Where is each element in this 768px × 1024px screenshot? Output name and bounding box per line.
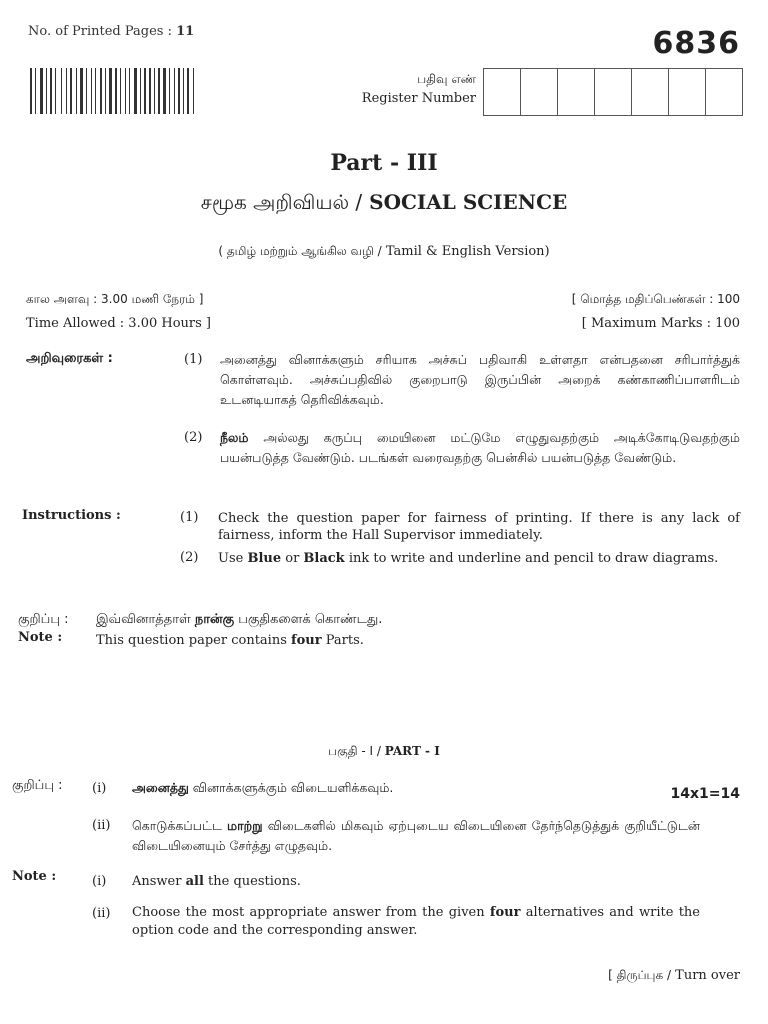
part1-note-english-label: Note : [12,869,57,884]
barcode-bar [44,68,45,114]
barcode-bar [181,68,182,114]
barcode-bar [93,68,94,114]
register-digit-box[interactable] [705,68,743,116]
note-tamil-label: குறிப்பு : [18,612,69,627]
instructions-tamil-label: அறிவுரைகள் : [26,351,113,366]
turn-over-english: Turn over [675,968,740,983]
barcode-bar [76,68,77,114]
instruction-tamil-1-num: (1) [184,352,203,367]
paper-code: 6836 [652,26,740,61]
register-number-boxes[interactable] [484,68,743,116]
barcode-bar [46,68,47,114]
barcode-bar [138,68,139,114]
barcode-bar [91,68,92,114]
barcode-bar [161,68,162,114]
note-tamil-bold: நான்கு [194,612,235,627]
barcode-bar [134,68,137,114]
barcode-bar [122,68,124,114]
register-label-tamil: பதிவு எண் [417,72,476,86]
barcode-bar [30,68,32,114]
part1-english-1-num: (i) [92,874,107,889]
barcode-bar [163,68,166,114]
part1-english-2-pre: Choose the most appropriate answer from the given [132,905,490,920]
barcode-bar [88,68,90,114]
barcode-bar [70,68,72,114]
note-tamil-post: பகுதிகளைக் கொண்டது. [234,612,383,627]
part1-english-1-text: the questions. [203,874,301,889]
barcode-bar [169,68,170,114]
part1-heading-english: PART - I [384,744,440,758]
part1-english-2-bold: four [489,905,521,920]
barcode-bar [55,68,56,114]
barcode-bar [187,68,189,114]
barcode-bar [178,68,180,114]
max-marks-english: [ Maximum Marks : 100 [581,316,740,331]
instruction-english-2-text: ink to write and underline and pencil to draw diagrams. [344,551,719,566]
note-english-pre: This question paper contains [96,633,291,648]
part1-note-tamil-label: குறிப்பு : [12,778,63,793]
register-label [300,70,476,108]
barcode-bar [115,68,117,114]
note-english-label: Note : [18,630,63,645]
barcode-bar [158,68,160,114]
barcode-bar [40,68,43,114]
barcode-bar [97,68,99,114]
instruction-tamil-2-num: (2) [184,430,203,445]
part1-tamil-2-bold: மாற்று [227,818,263,833]
part-title: Part - III [330,150,438,176]
barcode-bar [147,68,148,114]
subject-title-tamil: சமூக அறிவியல் / [200,190,363,214]
register-digit-box[interactable] [557,68,595,116]
printed-pages-value: 11 [176,24,195,39]
part1-english-2-num: (ii) [92,906,111,921]
barcode-bar [185,68,186,114]
part1-tamil-1-text: வினாக்களுக்கும் விடையளிக்கவும். [188,780,394,795]
time-allowed-english: Time Allowed : 3.00 Hours ] [26,316,212,331]
time-allowed-tamil: கால அளவு : 3.00 மணி நேரம் ] [26,292,204,306]
part1-english-1-pre: Answer [132,874,186,889]
barcode-bar [171,68,173,114]
max-marks-tamil: [ மொத்த மதிப்பெண்கள் : 100 [571,292,740,306]
printed-pages [28,24,194,39]
turn-over-tamil: [ திருப்புக / [608,968,672,982]
printed-pages-label: No. of Printed Pages : [28,24,172,39]
instruction-english-2 [218,550,740,567]
barcode-bar [167,68,168,114]
note-tamil-pre: இவ்வினாத்தாள் [96,612,195,627]
barcode-bar [156,68,157,114]
instruction-tamil-2-bold-blue: நீலம் [220,430,249,445]
barcode-bar [118,68,119,114]
note-english-text [96,633,364,648]
barcode-bar [154,68,155,114]
barcode-bar [80,68,83,114]
part1-marks: 14x1=14 [670,786,740,802]
register-label-english: Register Number [361,91,476,106]
barcode-bar [73,68,75,114]
part1-tamil-2-text: விடைகளில் மிகவும் ஏற்புடைய விடையினை தேர்ந்தெடுத்துக் குறியீட்டுடன் விடையினையும் சேர்த்து எழுதவும். [132,818,700,853]
barcode-bar [66,68,67,114]
register-digit-box[interactable] [594,68,632,116]
instruction-tamil-2 [220,428,740,468]
part1-english-2-text: alternatives and write the option code and the corresponding answer. [132,905,700,938]
part1-tamil-1 [132,780,393,797]
barcode-bar [95,68,96,114]
instruction-english-1: Check the question paper for fairness of printing. If there is any lack of fairness, inform the Hall Supervisor immediately. [218,511,740,543]
barcode-bar [127,68,128,114]
barcode-bar [105,68,106,114]
barcode-bar [174,68,175,114]
register-digit-box[interactable] [520,68,558,116]
barcode-bar [50,68,52,114]
version-tamil: ( தமிழ் மற்றும் ஆங்கில வழி / [218,244,382,258]
barcode-bar [120,68,121,114]
barcode-bar [103,68,104,114]
register-digit-box[interactable] [483,68,521,116]
instruction-tamil-1: அனைத்து வினாக்களும் சரியாக அச்சுப் பதிவாகி உள்ளதா என்பதனை சரிபார்த்துக் கொள்ளவும். அச்சுப்பதிவில் குறைபாடு இருப்பின் அறைக் கண்காணிப்பாளரிடம் உடனடியாகத் தெரிவிக்கவும். [220,352,740,407]
part1-tamil-2 [132,816,700,856]
barcode-bar [78,68,79,114]
barcode-bar [63,68,65,114]
barcode-bar [190,68,192,114]
barcode-bar [183,68,184,114]
barcode-bar [125,68,126,114]
barcode-bar [68,68,69,114]
barcode-bar [144,68,146,114]
part1-heading [0,744,768,760]
barcode-bar [33,68,34,114]
part1-tamil-2-pre: கொடுக்கப்பட்ட [132,818,228,833]
register-digit-box[interactable] [668,68,706,116]
barcode-bar [107,68,108,114]
subject-title [0,190,768,217]
barcode-bar [61,68,62,114]
barcode-bar [149,68,151,114]
barcode-bar [113,68,114,114]
part1-heading-tamil: பகுதி - I / [328,744,381,758]
part1-english-2 [132,904,700,940]
instruction-english-2-mid: or [281,551,304,566]
instruction-tamil-2-mid: அல்லது [248,430,324,445]
part1-english-1 [132,872,301,892]
part1-tamil-2-num: (ii) [92,818,111,833]
barcode-bar [37,68,39,114]
instruction-english-2-bold-black: Black [303,551,345,566]
barcode-bar [142,68,143,114]
barcode-bar [193,68,194,114]
instruction-english-2-pre: Use [218,551,248,566]
barcode-bar [84,68,85,114]
barcode-bar [35,68,36,114]
barcode-bar [140,68,141,114]
turn-over [608,968,740,984]
instructions-english-label: Instructions : [22,508,121,523]
note-english-bold: four [291,633,322,648]
barcode [30,68,226,114]
barcode-bar [57,68,60,114]
version-line [0,244,768,260]
instruction-english-1-num: (1) [180,510,199,525]
barcode-bar [195,68,196,114]
instruction-tamil-2-bold-black: கருப்பு [323,430,362,445]
part1-english-1-bold: all [185,874,204,889]
subject-title-english: SOCIAL SCIENCE [369,190,568,214]
part1-tamil-1-num: (i) [92,781,107,796]
barcode-bar [109,68,112,114]
note-tamil-text [96,612,382,628]
instruction-tamil-2-text: மையினை மட்டுமே எழுதுவதற்கும் அடிக்கோடிடுவதற்கும் பயன்படுத்த வேண்டும். படங்கள் வரைவதற்கு பென்சில் பயன்படுத்த வேண்டும். [220,430,740,465]
instruction-english-2-num: (2) [180,550,199,565]
barcode-bar [176,68,177,114]
version-english: Tamil & English Version) [385,244,550,259]
barcode-bar [53,68,54,114]
barcode-bar [86,68,87,114]
barcode-bar [131,68,133,114]
instruction-english-2-bold-blue: Blue [247,551,282,566]
note-english-post: Parts. [321,633,364,648]
barcode-bar [48,68,49,114]
barcode-bar [129,68,130,114]
register-digit-box[interactable] [631,68,669,116]
barcode-bar [100,68,102,114]
barcode-bar [152,68,153,114]
part1-tamil-1-bold: அனைத்து [132,780,189,795]
